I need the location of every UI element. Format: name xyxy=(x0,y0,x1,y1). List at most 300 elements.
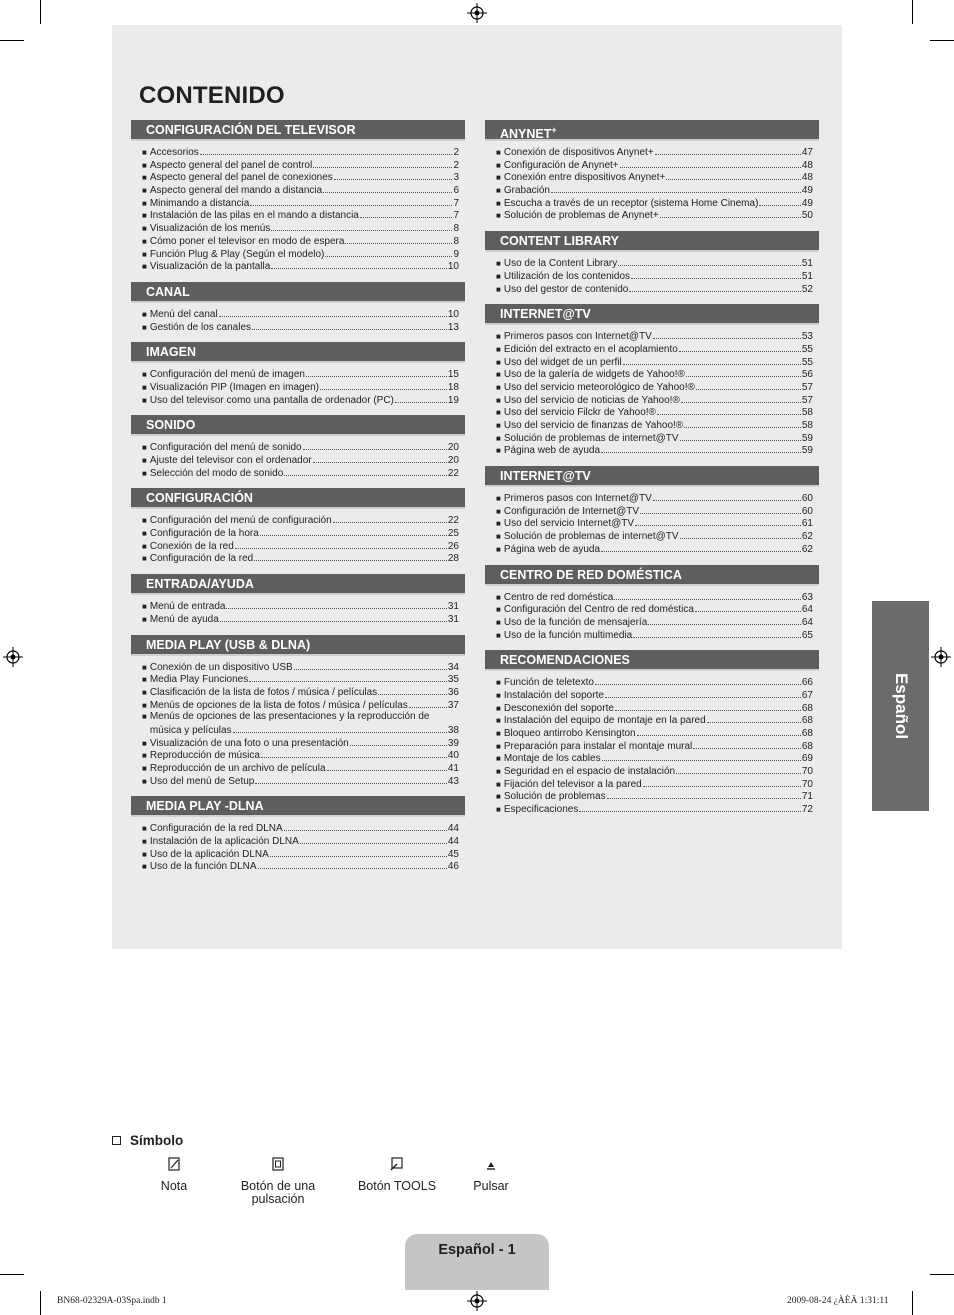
toc-entry-label: Primeros pasos con Internet@TV xyxy=(503,331,652,343)
toc-entry-label: Configuración de Anynet+ xyxy=(503,159,619,171)
section-heading xyxy=(131,282,465,303)
toc-entry-page: 19 xyxy=(447,394,459,406)
toc-entry[interactable] xyxy=(485,197,819,210)
toc-entry[interactable] xyxy=(131,209,465,222)
toc-entry-page: 57 xyxy=(801,381,813,393)
toc-entry[interactable] xyxy=(131,441,465,454)
toc-entry[interactable] xyxy=(131,860,465,873)
bullet-square-icon: ■ xyxy=(142,675,147,685)
toc-entry[interactable] xyxy=(485,591,819,604)
toc-list xyxy=(485,252,819,295)
bullet-square-icon: ■ xyxy=(142,712,147,722)
toc-entry-label: Página web de ayuda xyxy=(503,445,601,457)
toc-entry[interactable] xyxy=(485,146,819,159)
dot-leader xyxy=(696,381,801,390)
toc-entry-label: Selección del modo de sonido xyxy=(149,467,284,479)
bullet-square-icon: ■ xyxy=(142,662,147,672)
page-title: CONTENIDO xyxy=(139,82,285,109)
toc-entry[interactable] xyxy=(131,184,465,197)
dot-leader xyxy=(284,822,447,831)
toc-entry-page: 10 xyxy=(447,261,459,273)
toc-entry-label: Menú de entrada xyxy=(149,601,226,613)
dot-leader xyxy=(409,699,447,708)
toc-entry[interactable] xyxy=(131,467,465,480)
bullet-square-icon: ■ xyxy=(496,754,501,764)
toc-entry[interactable] xyxy=(131,235,465,248)
bullet-square-icon: ■ xyxy=(496,805,501,815)
dot-leader xyxy=(300,835,447,844)
toc-section xyxy=(131,120,465,273)
toc-entry[interactable] xyxy=(485,543,819,556)
toc-entry-page: 61 xyxy=(801,518,813,530)
toc-entry-page: 52 xyxy=(801,283,813,295)
toc-entry-label: Aspecto general del panel de conexiones xyxy=(149,172,333,184)
bullet-square-icon: ■ xyxy=(142,160,147,170)
dot-leader xyxy=(686,368,801,377)
dot-leader xyxy=(618,257,801,266)
dot-leader xyxy=(633,629,801,638)
toc-entry-page: 49 xyxy=(801,185,813,197)
toc-entry-page: 15 xyxy=(447,369,459,381)
toc-entry[interactable] xyxy=(131,171,465,184)
toc-entry[interactable] xyxy=(485,394,819,407)
dot-leader xyxy=(325,248,452,257)
toc-entry[interactable] xyxy=(131,600,465,613)
toc-entry[interactable] xyxy=(131,749,465,762)
bullet-square-icon: ■ xyxy=(142,687,147,697)
toc-entry[interactable] xyxy=(485,676,819,689)
toc-entry-page: 25 xyxy=(447,528,459,540)
bullet-square-icon: ■ xyxy=(496,767,501,777)
toc-entry[interactable] xyxy=(131,146,465,159)
toc-entry-page: 51 xyxy=(801,258,813,270)
toc-section xyxy=(485,231,819,295)
toc-entry-label: Media Play Funciones xyxy=(149,674,249,686)
section-heading-label: ANYNET xyxy=(500,127,552,141)
toc-list xyxy=(131,141,465,273)
toc-entry[interactable] xyxy=(131,822,465,835)
toc-entry[interactable] xyxy=(131,686,465,699)
toc-entry-page: 26 xyxy=(447,540,459,552)
toc-entry-page: 22 xyxy=(447,467,459,479)
toc-entry[interactable] xyxy=(485,603,819,616)
toc-entry-label: Uso del servicio meteorológico de Yahoo!® xyxy=(503,381,695,393)
symbol-label: Nota xyxy=(160,1179,188,1193)
toc-entry-label: Configuración del menú de configuración xyxy=(149,515,332,527)
toc-list xyxy=(131,363,465,406)
toc-entry-page: 34 xyxy=(447,661,459,673)
toc-entry-label: Gestión de los canales xyxy=(149,321,252,333)
toc-entry[interactable] xyxy=(131,540,465,553)
toc-entry[interactable] xyxy=(485,368,819,381)
dot-leader xyxy=(601,444,801,453)
toc-entry-label: Conexión de la red xyxy=(149,540,234,552)
toc-entry[interactable] xyxy=(131,248,465,261)
toc-entry[interactable] xyxy=(131,454,465,467)
toc-entry[interactable] xyxy=(131,381,465,394)
toc-entry[interactable] xyxy=(131,661,465,674)
toc-entry[interactable] xyxy=(485,778,819,791)
bullet-square-icon: ■ xyxy=(496,198,501,208)
dot-leader xyxy=(601,543,801,552)
bullet-square-icon: ■ xyxy=(496,592,501,602)
bullet-square-icon: ■ xyxy=(496,446,501,456)
section-heading xyxy=(485,120,819,141)
toc-entry-label: Aspecto general del mando a distancia xyxy=(149,185,323,197)
toc-section xyxy=(485,650,819,816)
dot-leader xyxy=(614,591,801,600)
section-heading xyxy=(131,120,465,141)
toc-entry[interactable] xyxy=(485,419,819,432)
dot-leader xyxy=(666,171,801,180)
symbol-heading xyxy=(112,1133,183,1148)
section-heading xyxy=(485,565,819,586)
bullet-square-icon: ■ xyxy=(496,259,501,269)
dot-leader xyxy=(260,527,447,536)
toc-section xyxy=(485,120,819,222)
dot-leader xyxy=(693,740,801,749)
bullet-square-icon: ■ xyxy=(496,605,501,615)
toc-entry[interactable] xyxy=(485,283,819,296)
toc-section xyxy=(485,565,819,642)
bullet-square-icon: ■ xyxy=(496,703,501,713)
toc-entry[interactable] xyxy=(485,752,819,765)
bullet-square-icon: ■ xyxy=(142,186,147,196)
toc-entry[interactable] xyxy=(131,737,465,750)
toc-entry-page: 57 xyxy=(801,394,813,406)
toc-right-column xyxy=(485,120,819,825)
bullet-square-icon: ■ xyxy=(496,544,501,554)
toc-entry-page: 6 xyxy=(453,185,459,197)
toc-entry[interactable] xyxy=(131,308,465,321)
toc-entry-page: 58 xyxy=(801,407,813,419)
dot-leader xyxy=(648,616,801,625)
toc-left-column xyxy=(131,120,465,882)
toc-entry[interactable] xyxy=(131,775,465,788)
toc-entry-label: Primeros pasos con Internet@TV xyxy=(503,493,652,505)
section-heading-label: SONIDO xyxy=(146,418,196,433)
toc-entry[interactable] xyxy=(485,727,819,740)
toc-entry-label: Uso del menú de Setup xyxy=(149,775,255,787)
toc-list xyxy=(131,436,465,479)
toc-entry-page: 59 xyxy=(801,445,813,457)
toc-entry-page: 62 xyxy=(801,531,813,543)
toc-entry-label: Configuración del menú de sonido xyxy=(149,442,302,454)
toc-entry[interactable] xyxy=(485,159,819,172)
bullet-square-icon: ■ xyxy=(142,700,147,710)
toc-entry-page: 48 xyxy=(801,172,813,184)
toc-entry[interactable] xyxy=(485,406,819,419)
toc-section xyxy=(485,304,819,457)
toc-entry[interactable] xyxy=(485,356,819,369)
toc-list xyxy=(131,509,465,565)
dot-leader xyxy=(595,676,801,685)
toc-entry-page: 64 xyxy=(801,604,813,616)
dot-leader xyxy=(707,714,801,723)
toc-entry[interactable] xyxy=(131,159,465,172)
toc-entry-label: Montaje de los cables xyxy=(503,753,601,765)
bullet-square-icon: ■ xyxy=(496,408,501,418)
bullet-square-icon: ■ xyxy=(142,837,147,847)
toc-entry-label: Accesorios xyxy=(149,147,199,158)
bullet-square-icon: ■ xyxy=(142,468,147,478)
toc-entry-label: Instalación de la aplicación DLNA xyxy=(149,836,299,848)
toc-entry-page: 35 xyxy=(447,674,459,686)
toc-entry-label: Visualización de una foto o una presentación xyxy=(149,737,349,749)
bullet-square-icon: ■ xyxy=(496,716,501,726)
toc-entry-label: Uso del gestor de contenido xyxy=(503,283,629,295)
toc-entry[interactable] xyxy=(485,803,819,816)
toc-entry[interactable] xyxy=(131,835,465,848)
crop-mark xyxy=(0,1274,24,1275)
dot-leader xyxy=(226,600,446,609)
toc-section xyxy=(131,796,465,873)
dot-leader xyxy=(252,321,447,330)
dot-leader xyxy=(254,552,447,561)
toc-entry-page: 38 xyxy=(447,724,459,736)
toc-entry-label: Uso de la función DLNA xyxy=(149,861,257,873)
toc-entry-page: 48 xyxy=(801,159,813,171)
toc-entry-page: 31 xyxy=(447,601,459,613)
bullet-square-icon: ■ xyxy=(496,382,501,392)
dot-leader xyxy=(679,343,801,352)
dot-leader xyxy=(684,419,801,428)
toc-entry-page: 20 xyxy=(447,442,459,454)
toc-entry[interactable] xyxy=(485,184,819,197)
dot-leader xyxy=(200,146,453,155)
dot-leader xyxy=(615,702,801,711)
toc-entry[interactable] xyxy=(485,517,819,530)
toc-list xyxy=(131,817,465,873)
language-tab xyxy=(872,601,929,811)
toc-section xyxy=(131,488,465,565)
toc-entry-page: 47 xyxy=(801,147,813,158)
bullet-square-icon: ■ xyxy=(142,309,147,319)
toc-entry[interactable] xyxy=(485,530,819,543)
toc-entry[interactable] xyxy=(485,381,819,394)
registration-mark-icon xyxy=(931,647,951,667)
toc-entry[interactable] xyxy=(485,343,819,356)
toc-entry-page: 36 xyxy=(447,686,459,698)
bullet-square-icon: ■ xyxy=(142,776,147,786)
bullet-square-icon: ■ xyxy=(496,148,501,157)
bullet-square-icon: ■ xyxy=(142,198,147,208)
dot-leader xyxy=(219,308,447,317)
toc-entry-label: Visualización PIP (Imagen en imagen) xyxy=(149,381,320,393)
toc-entry[interactable] xyxy=(131,394,465,407)
section-heading xyxy=(485,304,819,325)
toc-list xyxy=(131,656,465,788)
toc-entry[interactable] xyxy=(131,222,465,235)
toc-entry-page: 69 xyxy=(801,753,813,765)
toc-entry[interactable] xyxy=(485,740,819,753)
toc-entry-label: Instalación del soporte xyxy=(503,689,604,701)
note-icon xyxy=(124,1155,224,1173)
toc-entry-page: 39 xyxy=(447,737,459,749)
toc-entry-label: Aspecto general del panel de control xyxy=(149,159,313,171)
toc-entry[interactable] xyxy=(485,765,819,778)
toc-entry[interactable] xyxy=(131,762,465,775)
dot-leader xyxy=(255,775,447,784)
bullet-square-icon: ■ xyxy=(142,249,147,259)
toc-entry-page: 37 xyxy=(447,699,459,711)
dot-leader xyxy=(653,492,801,501)
dot-leader xyxy=(680,432,801,441)
toc-entry-label: Configuración de la red xyxy=(149,553,254,565)
toc-entry-page: 8 xyxy=(453,235,459,247)
dot-leader xyxy=(655,146,801,155)
toc-entry-label: Uso del servicio de noticias de Yahoo!® xyxy=(503,394,680,406)
bullet-square-icon: ■ xyxy=(496,494,501,504)
page-number-tab xyxy=(405,1234,549,1290)
toc-entry[interactable] xyxy=(131,673,465,686)
toc-entry-page: 55 xyxy=(801,356,813,368)
dot-leader xyxy=(653,330,801,339)
toc-entry-label: Menú del canal xyxy=(149,308,218,320)
toc-entry-label: Solución de problemas de internet@TV xyxy=(503,432,679,444)
toc-entry-label: Especificaciones xyxy=(503,804,579,816)
toc-entry-page: 68 xyxy=(801,740,813,752)
toc-entry[interactable] xyxy=(485,270,819,283)
bullet-square-icon: ■ xyxy=(142,173,147,183)
bullet-square-icon: ■ xyxy=(142,849,147,859)
toc-entry[interactable] xyxy=(131,699,465,712)
toc-entry[interactable] xyxy=(485,790,819,803)
toc-list xyxy=(485,586,819,642)
toc-entry[interactable] xyxy=(485,702,819,715)
bullet-square-icon: ■ xyxy=(142,824,147,834)
toc-entry-label: Escucha a través de un receptor (sistema Home Cinema) xyxy=(503,197,759,209)
toc-entry-page: 41 xyxy=(447,763,459,775)
toc-entry[interactable] xyxy=(485,505,819,518)
language-tab-label: Español xyxy=(891,672,911,740)
toc-entry-page: 9 xyxy=(453,248,459,260)
toc-entry[interactable] xyxy=(131,711,465,736)
section-heading xyxy=(131,415,465,436)
bullet-square-icon: ■ xyxy=(496,211,501,221)
toc-entry-label: Conexión de un dispositivo USB xyxy=(149,661,293,673)
toc-entry-label: Uso de la aplicación DLNA xyxy=(149,848,269,860)
toc-entry[interactable] xyxy=(485,689,819,702)
section-heading-label: ENTRADA/AYUDA xyxy=(146,577,254,592)
bullet-square-icon: ■ xyxy=(496,678,501,688)
toc-entry-page: 65 xyxy=(801,629,813,641)
dot-leader xyxy=(660,209,801,218)
bullet-square-icon: ■ xyxy=(142,541,147,551)
toc-entry[interactable] xyxy=(485,330,819,343)
toc-entry-page: 58 xyxy=(801,420,813,431)
dot-leader xyxy=(271,222,452,231)
toc-section xyxy=(131,342,465,406)
toc-entry[interactable] xyxy=(485,171,819,184)
toc-entry-page: 10 xyxy=(447,308,459,320)
toc-entry-page: 45 xyxy=(447,848,459,860)
bullet-square-icon: ■ xyxy=(496,433,501,443)
toc-entry-page: 53 xyxy=(801,331,813,343)
toc-section xyxy=(131,282,465,333)
dot-leader xyxy=(676,765,801,774)
bullet-square-icon: ■ xyxy=(496,284,501,294)
toc-entry[interactable] xyxy=(131,514,465,527)
symbol-note xyxy=(124,1155,224,1193)
toc-entry[interactable] xyxy=(485,444,819,457)
toc-entry[interactable] xyxy=(485,629,819,642)
toc-entry-label: Configuración de la red DLNA xyxy=(149,823,283,835)
toc-entry-label: Uso del servicio Internet@TV xyxy=(503,518,635,530)
toc-entry-page: 31 xyxy=(447,613,459,625)
bullet-square-icon: ■ xyxy=(142,148,147,157)
toc-entry-label: Utilización de los contenidos xyxy=(503,270,631,282)
dot-leader xyxy=(395,394,447,403)
bullet-square-icon: ■ xyxy=(142,764,147,774)
toc-entry[interactable] xyxy=(131,613,465,626)
bullet-square-icon: ■ xyxy=(142,516,147,526)
toc-entry[interactable] xyxy=(131,321,465,334)
bullet-square-icon: ■ xyxy=(496,519,501,529)
press-icon xyxy=(441,1155,541,1173)
dot-leader xyxy=(350,737,447,746)
toc-entry-page: 51 xyxy=(801,270,813,282)
dot-leader xyxy=(635,517,801,526)
toc-entry[interactable] xyxy=(485,714,819,727)
dot-leader xyxy=(378,686,447,695)
bullet-square-icon: ■ xyxy=(142,395,147,405)
toc-entry-label: Configuración del menú de imagen xyxy=(149,369,305,381)
toc-entry-label: Solución de problemas de internet@TV xyxy=(503,531,679,543)
bullet-square-icon: ■ xyxy=(142,738,147,748)
bullet-square-icon: ■ xyxy=(496,506,501,516)
toc-entry-page: 72 xyxy=(801,804,813,816)
section-heading-label: CONFIGURACIÓN DEL TELEVISOR xyxy=(146,123,356,137)
toc-entry-label: Función Plug & Play (Según el modelo) xyxy=(149,248,325,260)
toc-entry[interactable] xyxy=(485,257,819,270)
bullet-square-icon: ■ xyxy=(496,370,501,380)
toc-entry[interactable] xyxy=(485,432,819,445)
toc-entry-page: 64 xyxy=(801,616,813,628)
crop-mark xyxy=(930,1274,954,1275)
toc-entry[interactable] xyxy=(131,527,465,540)
toc-entry-label: Uso del televisor como una pantalla de ordenador (PC) xyxy=(149,394,394,406)
dot-leader xyxy=(360,209,453,218)
toc-entry-label: Ajuste del televisor con el ordenador xyxy=(149,455,312,466)
toc-entry[interactable] xyxy=(485,209,819,222)
toc-entry-page: 13 xyxy=(447,321,459,333)
dot-leader xyxy=(233,724,447,733)
bullet-square-icon: ■ xyxy=(142,322,147,332)
crop-mark xyxy=(40,0,41,24)
dot-leader xyxy=(759,197,800,206)
symbol-heading-label: Símbolo xyxy=(130,1133,184,1148)
dot-leader xyxy=(602,752,801,761)
bullet-square-icon: ■ xyxy=(496,690,501,700)
toc-entry-label: Visualización de los menús xyxy=(149,223,271,235)
dot-leader xyxy=(640,505,801,514)
toc-entry[interactable] xyxy=(131,368,465,381)
toc-entry[interactable] xyxy=(131,848,465,861)
toc-entry[interactable] xyxy=(131,197,465,210)
bullet-square-icon: ■ xyxy=(142,862,147,872)
symbol-label: Botón de una pulsación xyxy=(240,1179,316,1206)
page-number: Español - 1 xyxy=(438,1242,516,1258)
dot-leader xyxy=(313,454,447,463)
toc-list xyxy=(485,671,819,816)
toc-entry[interactable] xyxy=(485,616,819,629)
toc-entry[interactable] xyxy=(485,492,819,505)
toc-entry[interactable] xyxy=(131,552,465,565)
toc-entry[interactable] xyxy=(131,260,465,273)
bullet-square-icon: ■ xyxy=(496,741,501,751)
dot-leader xyxy=(643,778,801,787)
